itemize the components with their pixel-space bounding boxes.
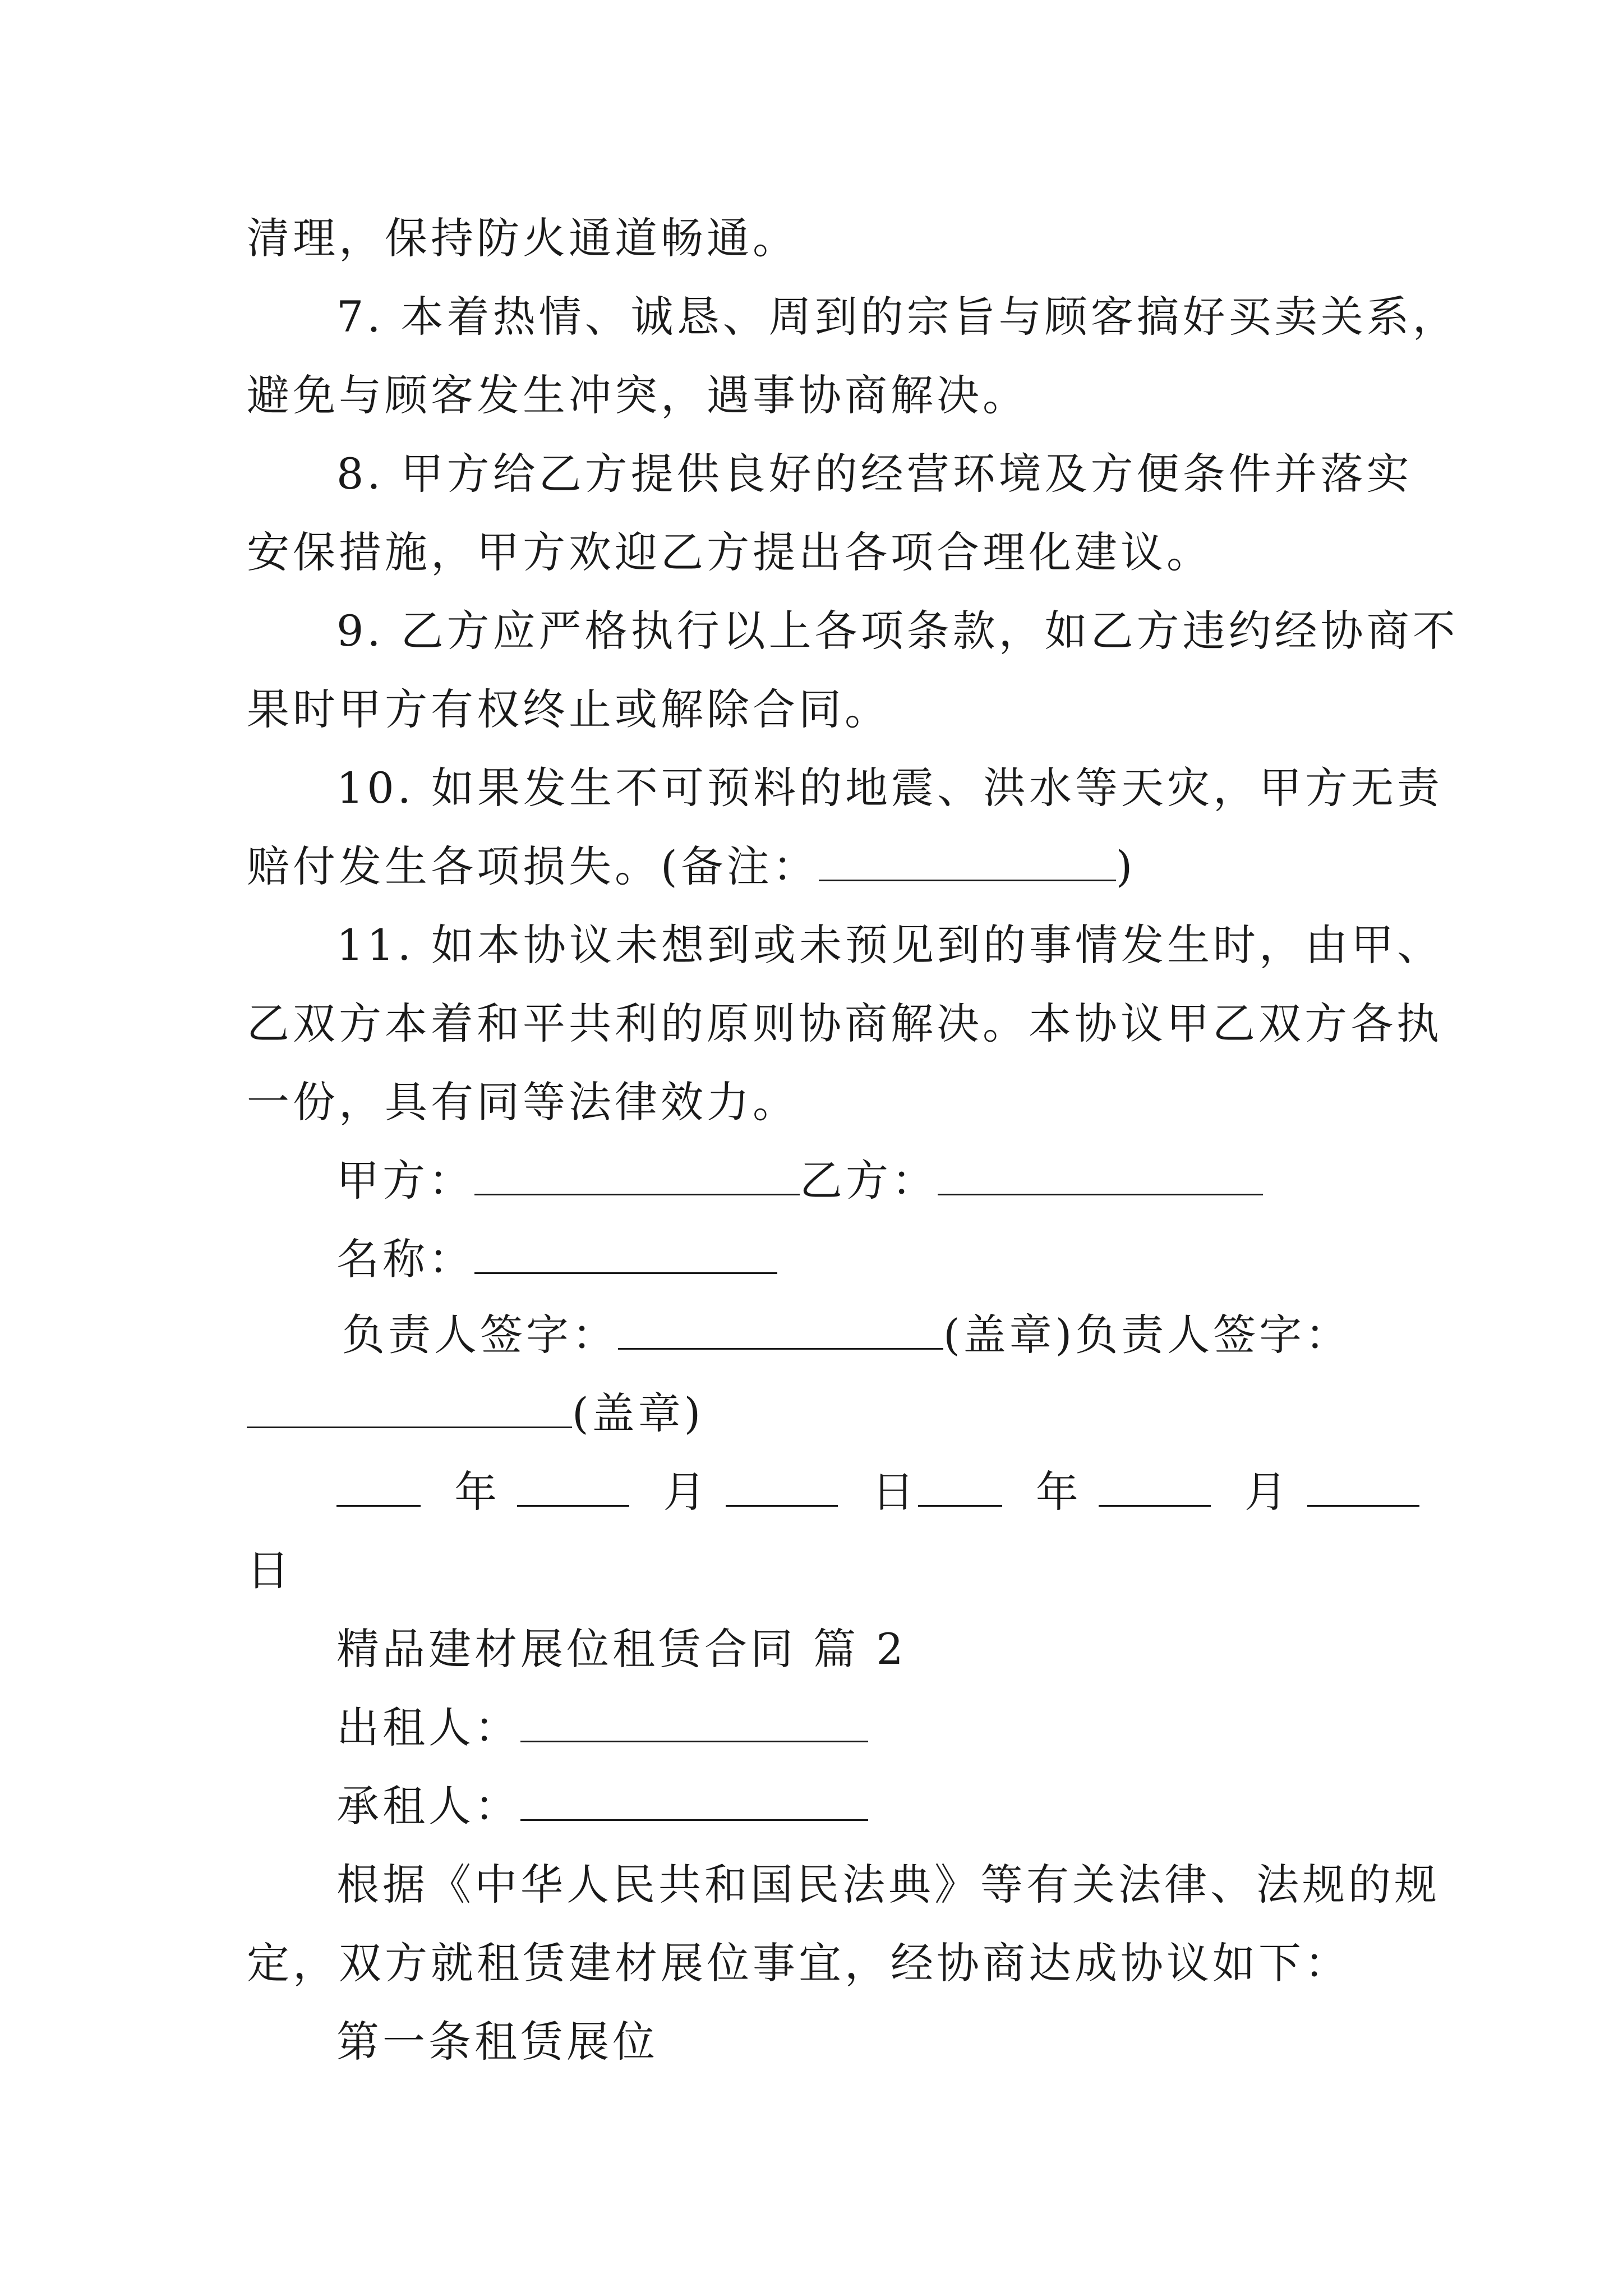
year-a-blank [336, 1466, 421, 1507]
lessee-line [336, 1778, 868, 1834]
date-line [336, 1464, 1419, 1520]
party-a-blank [474, 1154, 800, 1195]
lessor-line [336, 1700, 868, 1756]
intro-line-2: 定，双方就租赁建材展位事宜，经协商达成协议如下： [247, 1938, 1350, 1988]
day-a-blank [726, 1466, 838, 1507]
clause-9-line-1: 9. 乙方应严格执行以上各项条款，如乙方违约经协商不 [336, 606, 1459, 656]
signer-a-blank [618, 1309, 943, 1350]
year-b-blank [918, 1466, 1002, 1507]
clause-11-line-1: 11. 如本协议未想到或未预见到的事情发生时，由甲、 [336, 920, 1444, 970]
clause-11-line-2: 乙双方本着和平共利的原则协商解决。本协议甲乙双方各执 [247, 999, 1442, 1048]
seal-b: (盖章) [572, 1388, 704, 1438]
clause-11-line-3: 一份，具有同等法律效力。 [247, 1077, 799, 1127]
clause-7-line-2: 避免与顾客发生冲突，遇事协商解决。 [247, 370, 1029, 420]
lessee-blank [520, 1780, 868, 1821]
month-b-blank [1099, 1466, 1211, 1507]
seal-a: (盖章) [943, 1310, 1076, 1360]
clause-8-line-2: 安保措施，甲方欢迎乙方提出各项合理化建议。 [247, 527, 1212, 577]
lessee-label: 承租人： [336, 1781, 520, 1831]
lessor-label: 出租人： [336, 1703, 520, 1752]
signer-b-label: 负责人签字： [1075, 1310, 1352, 1360]
party-a-label: 甲方： [336, 1156, 474, 1205]
day-b-blank [1307, 1466, 1419, 1507]
day-a-label: 日 [872, 1467, 918, 1517]
clause-7-line-1: 7. 本着热情、诚恳、周到的宗旨与顾客搞好买卖关系， [336, 292, 1459, 342]
article-1-heading: 第一条租赁展位 [336, 2017, 658, 2067]
lessor-blank [520, 1701, 868, 1742]
date-line-day: 日 [247, 1545, 293, 1595]
clause-8-line-1: 8. 甲方给乙方提供良好的经营环境及方便条件并落实 [336, 449, 1413, 499]
section-2-title: 精品建材展位租赁合同 篇 2 [336, 1624, 907, 1674]
party-b-blank [938, 1154, 1263, 1195]
signer-line [342, 1307, 1351, 1363]
name-line [336, 1231, 777, 1287]
paragraph-line: 清理，保持防火通道畅通。 [247, 213, 799, 263]
month-a-label: 月 [663, 1467, 709, 1517]
clause-9-line-2: 果时甲方有权终止或解除合同。 [247, 684, 891, 734]
signer-b-blank [247, 1387, 572, 1428]
signer-b-line [247, 1386, 704, 1442]
clause-10-text: 赔付发生各项损失。(备注： [247, 841, 819, 891]
name-label: 名称： [336, 1234, 474, 1284]
remark-blank [819, 840, 1116, 881]
name-blank [474, 1233, 777, 1274]
year-b-label: 年 [1035, 1467, 1082, 1517]
month-a-blank [517, 1466, 629, 1507]
remark-close: ) [1115, 841, 1136, 891]
party-b-label: 乙方： [800, 1156, 938, 1205]
party-line [336, 1153, 1263, 1209]
signer-a-label: 负责人签字： [342, 1310, 618, 1360]
month-b-label: 月 [1244, 1467, 1290, 1517]
intro-line-1: 根据《中华人民共和国民法典》等有关法律、法规的规 [336, 1860, 1440, 1910]
year-a-label: 年 [454, 1467, 501, 1517]
clause-10-line-1: 10. 如果发生不可预料的地震、洪水等天灾，甲方无责 [336, 763, 1444, 813]
clause-10-line-2 [247, 839, 1136, 895]
